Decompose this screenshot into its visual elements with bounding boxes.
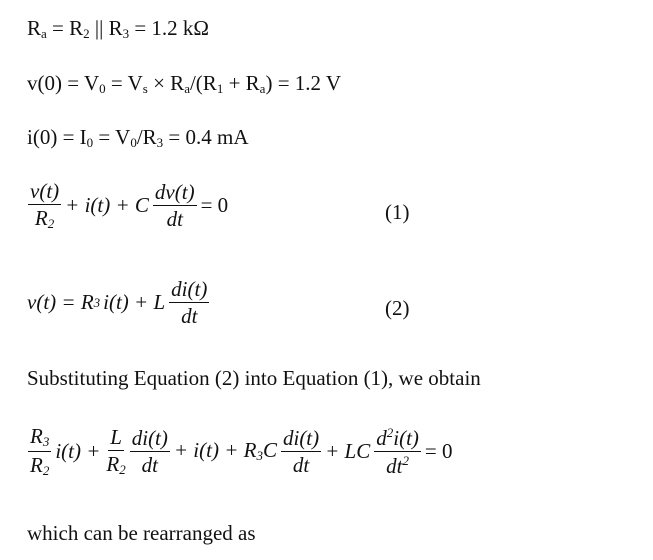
subscript: s: [142, 81, 148, 96]
subscript: 2: [47, 216, 55, 232]
text: v(t) = R: [27, 290, 94, 315]
equation-1: [27, 180, 231, 231]
fraction: [104, 426, 127, 477]
equation-1-tag: (1): [385, 200, 410, 224]
denominator: dt: [141, 452, 158, 477]
initial-current-equation: [27, 127, 249, 149]
denominator: dt: [166, 206, 183, 231]
superscript: 2: [386, 424, 394, 440]
text: v(0) = V: [27, 71, 100, 95]
denominator: dt: [386, 453, 403, 478]
equation-2: [27, 278, 210, 327]
subscript: 2: [119, 461, 126, 477]
subscript: 0: [130, 135, 137, 150]
subscript: 2: [83, 26, 90, 41]
text: = V: [93, 125, 131, 149]
subscript: 3: [256, 448, 263, 464]
denominator: dt: [292, 452, 310, 477]
subscript: a: [184, 81, 190, 96]
equation-2-tag: (2): [385, 296, 410, 320]
fraction: [169, 278, 209, 327]
fraction: [153, 181, 197, 230]
text: i(0) = I: [27, 125, 87, 149]
subscript: 3: [42, 434, 50, 449]
subscript: 3: [156, 135, 164, 150]
text: i(t) + L: [103, 290, 166, 315]
resistance-equation: [27, 18, 209, 40]
subscript: 1: [216, 81, 224, 96]
subscript: 2: [42, 462, 50, 478]
denominator: R: [34, 206, 48, 231]
rearranged-text: which can be rearranged as: [27, 521, 256, 545]
superscript: 2: [402, 452, 409, 468]
subscript: 3: [93, 294, 101, 310]
text: = 1.2 kΩ: [129, 16, 210, 40]
text: ) = 1.2 V: [265, 71, 342, 95]
numerator: di(t): [130, 427, 170, 452]
numerator: v(t): [28, 180, 61, 205]
text: || R: [89, 16, 123, 40]
text: = 0: [200, 192, 229, 217]
numerator: di(t): [281, 427, 321, 452]
subscript: 0: [99, 81, 106, 96]
text: = V: [105, 71, 143, 95]
denominator: R: [106, 451, 120, 476]
text: /R: [136, 125, 157, 149]
fraction: [28, 425, 51, 477]
subscript: a: [259, 81, 266, 96]
numerator: di(t): [169, 278, 209, 303]
text: + i(t) + R: [173, 438, 257, 463]
fraction: [374, 426, 421, 477]
denominator: R: [30, 452, 43, 477]
text: R: [27, 16, 42, 40]
denominator: dt: [181, 304, 198, 329]
numerator: R: [30, 424, 43, 448]
numerator: L: [108, 426, 124, 451]
numerator: d: [376, 425, 387, 450]
subscript: 3: [122, 26, 130, 41]
fraction: [28, 180, 61, 231]
text: i(t) +: [55, 438, 101, 463]
text: = 0: [424, 438, 453, 463]
text: × R: [147, 71, 185, 95]
text: + R: [223, 71, 260, 95]
subscript: a: [41, 26, 47, 41]
initial-voltage-equation: [27, 73, 341, 95]
text: = 0.4 mA: [163, 125, 249, 149]
text: C: [262, 438, 277, 463]
fraction: [130, 427, 170, 476]
numerator: dv(t): [153, 181, 197, 206]
equation-3: [27, 425, 456, 477]
fraction: [281, 427, 321, 476]
text: + i(t) + C: [65, 192, 149, 217]
text: + LC: [325, 438, 371, 463]
text: = R: [46, 16, 84, 40]
subscript: 0: [86, 135, 94, 150]
numerator: i(t): [393, 425, 419, 450]
substitution-text: Substituting Equation (2) into Equation (1), we obtain: [27, 366, 481, 390]
text: /(R: [189, 71, 217, 95]
